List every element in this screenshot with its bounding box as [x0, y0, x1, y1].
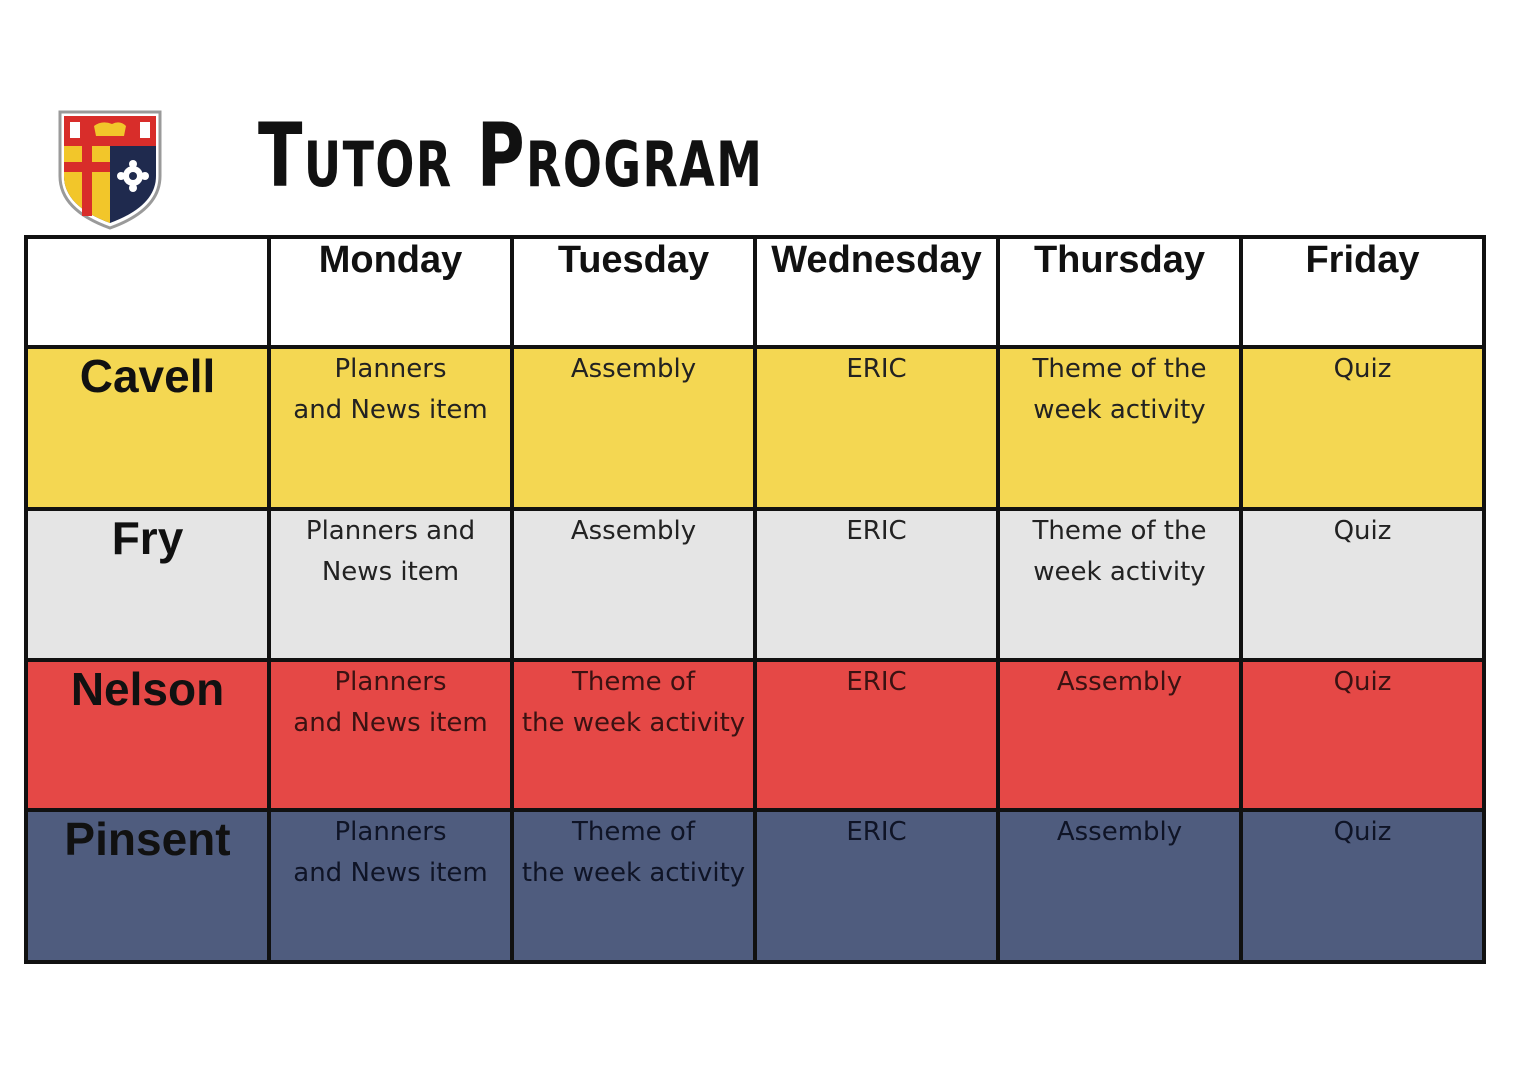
activity-text-line: and News item [293, 857, 488, 888]
day-header-monday: Monday [269, 237, 512, 347]
house-name-pinsent: Pinsent [26, 810, 269, 962]
activity-cell-pinsent-tuesday [512, 810, 755, 962]
page-title: Tutor Program [258, 104, 764, 207]
day-header-wednesday: Wednesday [755, 237, 998, 347]
activity-cell-nelson-friday [1241, 660, 1484, 810]
activity-text-line: Planners and [305, 516, 476, 547]
activity-text-line: and News item [293, 707, 488, 738]
activity-text-line: News item [321, 557, 460, 588]
house-row-nelson [26, 660, 1484, 810]
activity-cell-nelson-wednesday [755, 660, 998, 810]
activity-cell-fry-monday [269, 509, 512, 659]
house-name-fry: Fry [26, 509, 269, 659]
activity-cell-cavell-tuesday [512, 347, 755, 509]
activity-cell-pinsent-wednesday [755, 810, 998, 962]
house-name-cavell: Cavell [26, 347, 269, 509]
activity-text-line: week activity [1033, 395, 1206, 426]
activity-cell-cavell-monday [269, 347, 512, 509]
activity-cell-nelson-thursday [998, 660, 1241, 810]
activity-cell-nelson-tuesday [512, 660, 755, 810]
activity-text-line: Assembly [570, 354, 697, 385]
activity-cell-fry-wednesday [755, 509, 998, 659]
activity-cell-cavell-wednesday [755, 347, 998, 509]
activity-text-line: ERIC [846, 666, 907, 697]
activity-text-line: Planners [334, 816, 447, 847]
activity-text-line: Planners [334, 666, 447, 697]
day-header-friday: Friday [1241, 237, 1484, 347]
house-row-cavell [26, 347, 1484, 509]
activity-text-line: Theme of the [1032, 354, 1207, 385]
activity-text-line: Quiz [1333, 816, 1392, 847]
activity-text-line: the week activity [521, 707, 746, 738]
activity-text-line: Quiz [1333, 666, 1392, 697]
activity-text-line: Planners [334, 354, 447, 385]
activity-text-line: ERIC [846, 516, 907, 547]
activity-text-line: Theme of the [1032, 516, 1207, 547]
activity-text-line: the week activity [521, 857, 746, 888]
activity-text-line: Assembly [1056, 666, 1183, 697]
house-row-fry [26, 509, 1484, 659]
day-header-thursday: Thursday [998, 237, 1241, 347]
activity-text-line: Quiz [1333, 354, 1392, 385]
activity-cell-pinsent-monday [269, 810, 512, 962]
activity-text-line: Assembly [570, 516, 697, 547]
activity-text-line: and News item [293, 395, 488, 426]
school-crest-icon [58, 110, 162, 230]
activity-text-line: week activity [1033, 557, 1206, 588]
activity-cell-fry-friday [1241, 509, 1484, 659]
day-header-tuesday: Tuesday [512, 237, 755, 347]
activity-cell-cavell-thursday [998, 347, 1241, 509]
corner-cell [26, 237, 269, 347]
activity-text-line: Theme of [571, 666, 695, 697]
activity-text-line: Assembly [1056, 816, 1183, 847]
activity-cell-cavell-friday [1241, 347, 1484, 509]
activity-cell-fry-tuesday [512, 509, 755, 659]
activity-cell-pinsent-thursday [998, 810, 1241, 962]
house-name-nelson: Nelson [26, 660, 269, 810]
activity-cell-fry-thursday [998, 509, 1241, 659]
activity-text-line: ERIC [846, 354, 907, 385]
tutor-timetable [24, 235, 1486, 964]
activity-text-line: Quiz [1333, 516, 1392, 547]
activity-text-line: Theme of [571, 816, 695, 847]
activity-cell-pinsent-friday [1241, 810, 1484, 962]
activity-cell-nelson-monday [269, 660, 512, 810]
activity-text-line: ERIC [846, 816, 907, 847]
house-row-pinsent [26, 810, 1484, 962]
day-header-row [26, 237, 1484, 347]
